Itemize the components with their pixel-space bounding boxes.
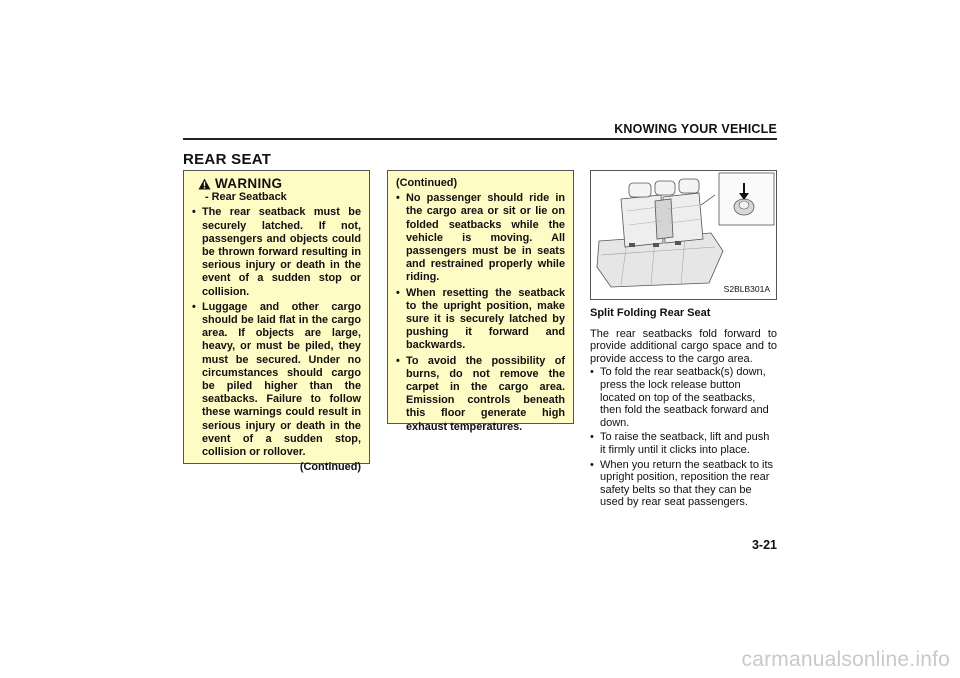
warning-bullet: • Luggage and other cargo should be laid flat in the cargo area. If objects are large, heavy, or must be piled, they must be secured. Under no circumstances should cargo be piled higher than the seatbacks. Failure to follow these warnings could result in serious injury or death in the event of a sudden stop, collision or rollover. (192, 301, 361, 459)
page-number: 3-21 (751, 538, 777, 552)
warning-bullet-list (192, 206, 361, 459)
warning-bullet: • To avoid the possibility of burns, do not remove the carpet in the cargo area. Emission controls beneath this floor generate high exhaust temperatures. (396, 355, 565, 434)
warning-box-continued (387, 170, 574, 433)
watermark: carmanualsonline.info (741, 648, 950, 671)
continued-label: (Continued) (299, 461, 361, 474)
warning-header (198, 177, 361, 190)
body-bullet: • When you return the seatback to its upright position, reposition the rear safety belts so that they can be used by rear seat passengers. (590, 459, 777, 509)
warning-bullet: • When resetting the seatback to the upright position, make sure it is securely latched by pushing it forward and backwards. (396, 287, 565, 353)
header-title: KNOWING YOUR VEHICLE (614, 122, 777, 136)
warning-bullet-list (396, 192, 565, 434)
rear-seat-figure (590, 170, 777, 300)
body-bullet: • To raise the seatback, lift and push it firmly until it clicks into place. (590, 431, 777, 456)
warning-title: WARNING (215, 176, 283, 191)
warning-bullet: • No passenger should ride in the cargo area or sit or lie on folded seatbacks while the vehicle is moving. All passengers must be in seats and restrained properly while riding. (396, 192, 565, 284)
body-bullet-list (590, 366, 777, 509)
body-bullet: • To fold the rear seatback(s) down, press the lock release button located on top of the seatbacks, then fold the seatback forward and down. (590, 366, 777, 429)
body-heading: Split Folding Rear Seat (590, 307, 711, 319)
rear-seat-illustration (591, 171, 776, 299)
figure-code: S2BLB301A (723, 284, 770, 294)
warning-box-rear-seatback (183, 170, 370, 474)
warning-subtitle: - Rear Seatback (205, 191, 287, 204)
section-title: REAR SEAT (183, 151, 272, 168)
warning-bullet: • The rear seatback must be securely latched. If not, passengers and objects could be thrown forward resulting in serious injury or death in the event of a sudden stop or collision. (192, 206, 361, 298)
body-intro: The rear seatbacks fold forward to provide additional cargo space and to provide access to the cargo area. (590, 327, 777, 365)
header-rule (183, 138, 777, 140)
continued-heading: (Continued) (396, 177, 458, 189)
warning-triangle-icon (198, 178, 211, 190)
body-column (590, 307, 777, 511)
